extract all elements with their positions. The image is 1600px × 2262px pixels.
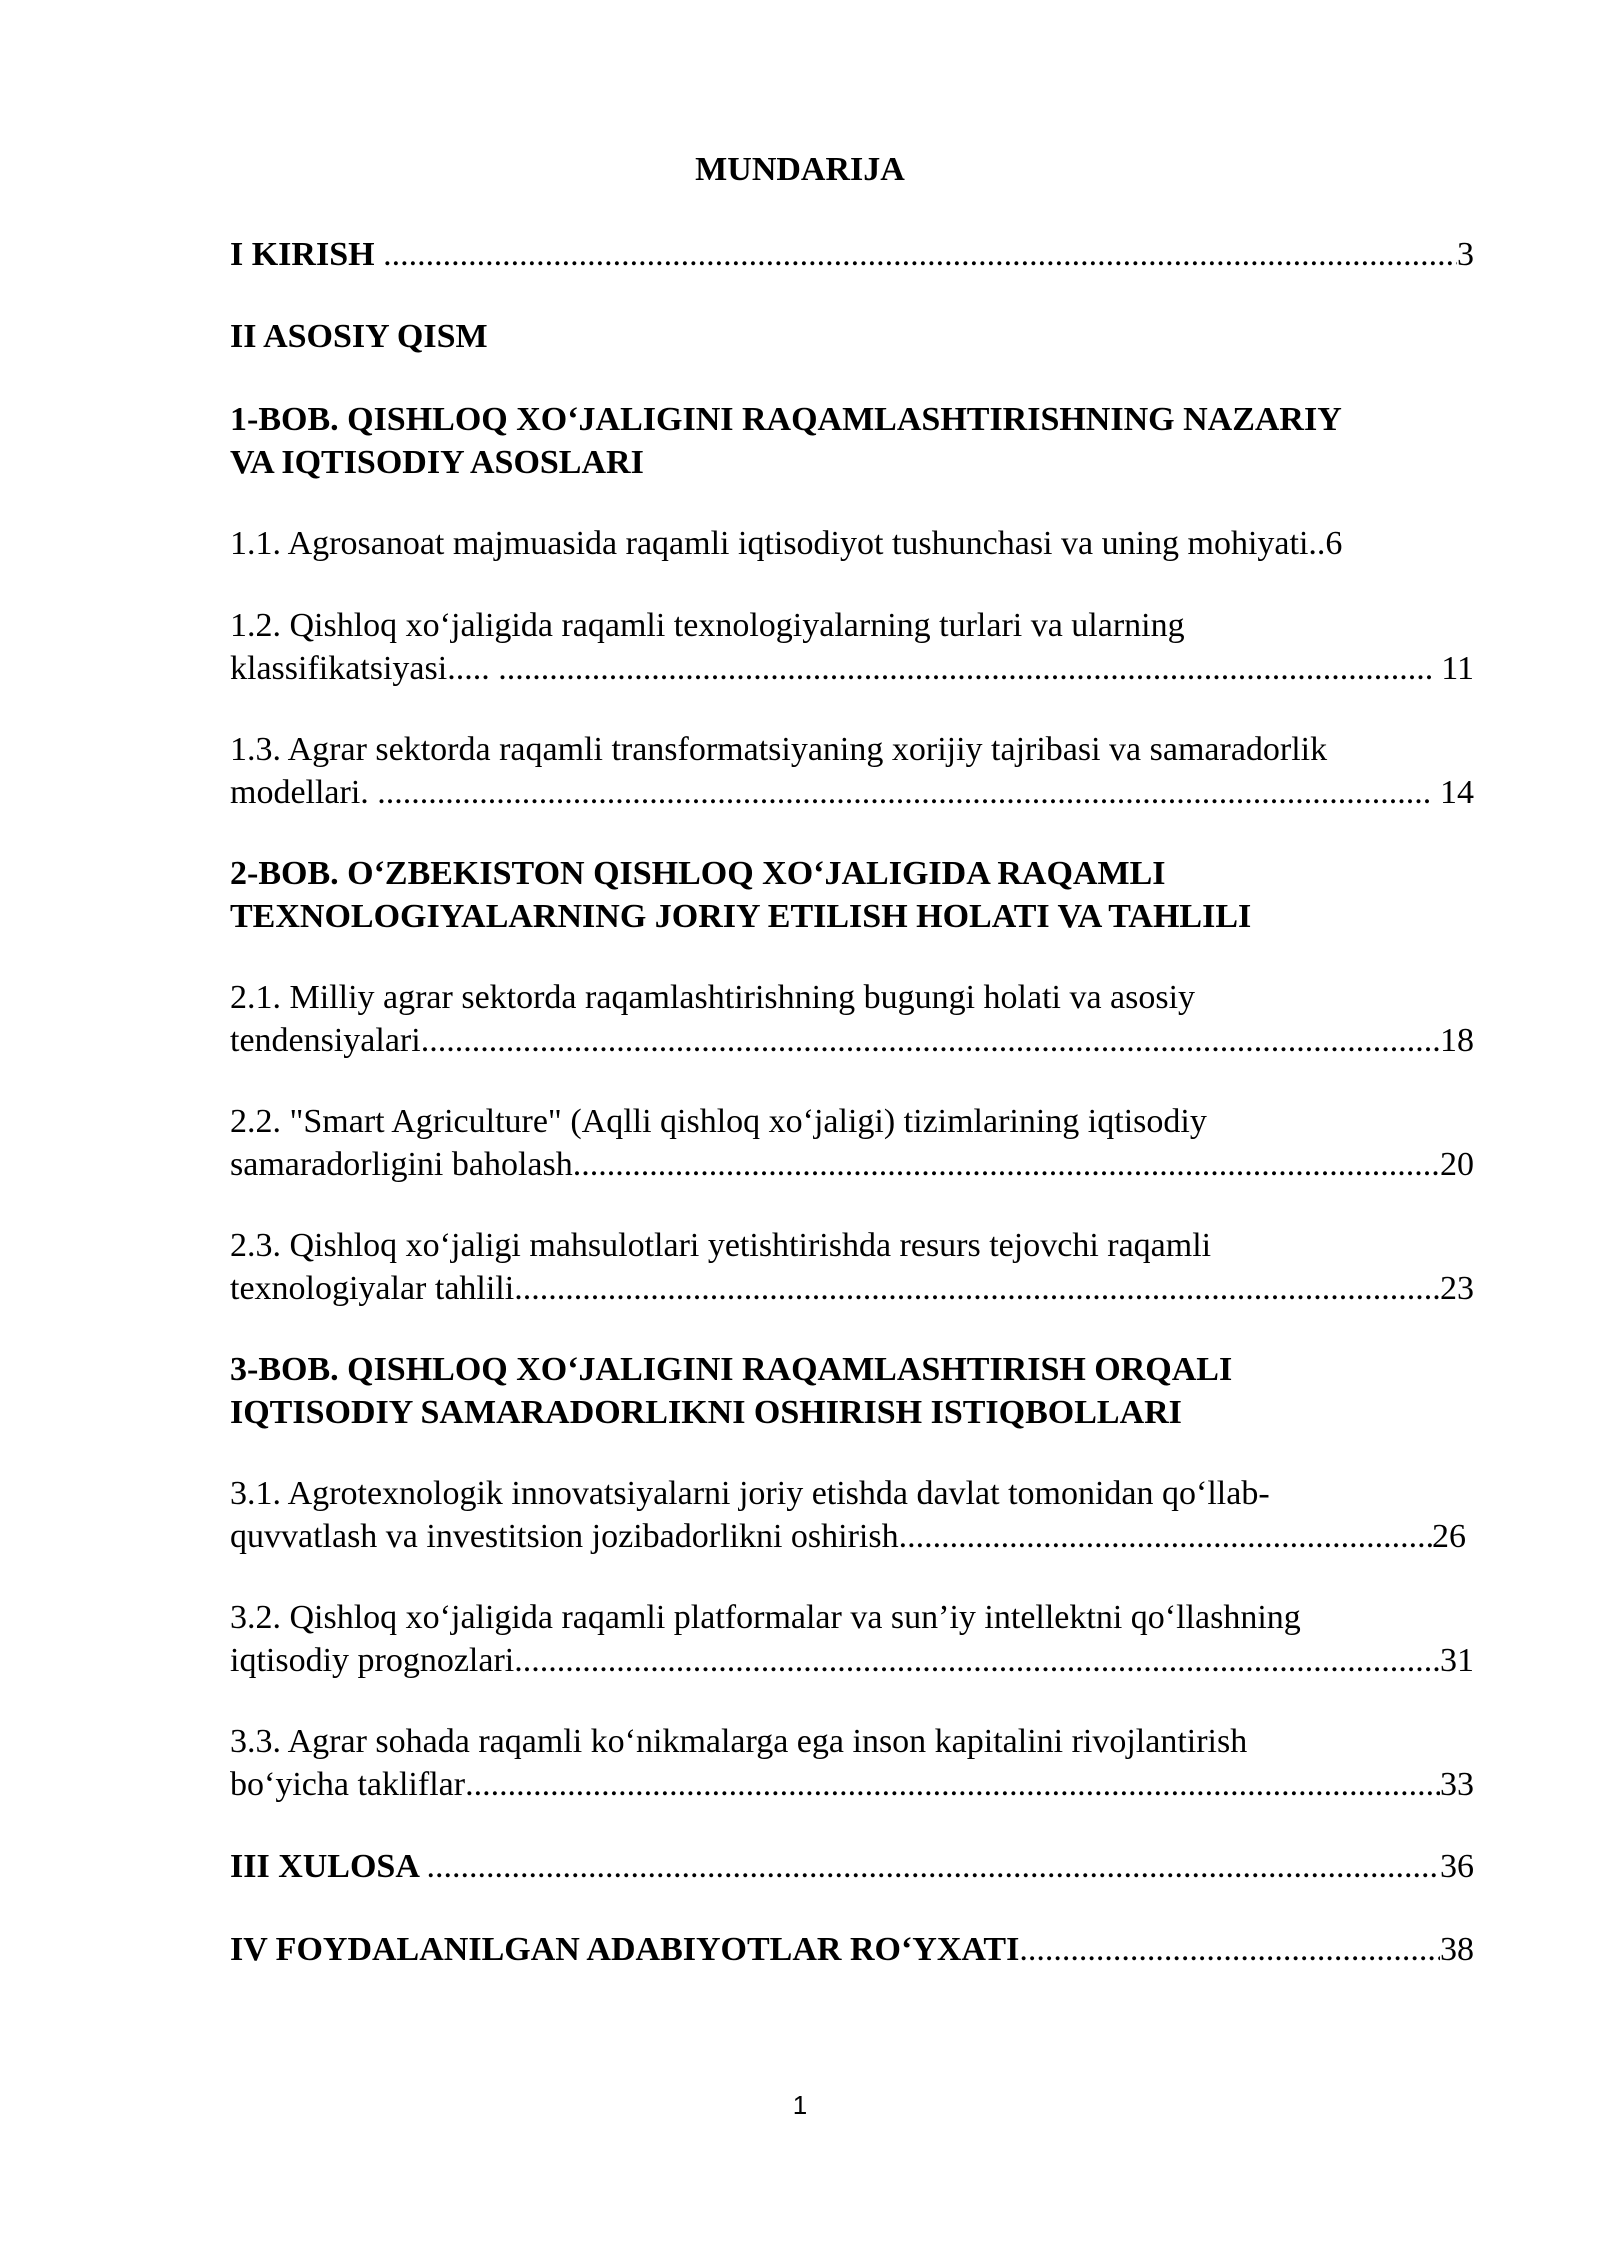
dot-leader	[573, 1143, 1440, 1186]
entry-label: iqtisodiy prognozlari	[230, 1642, 515, 1679]
entry-page-number: 26	[1432, 1518, 1466, 1555]
entry-label: 3.1. Agrotexnologik innovatsiyalarni joriy etishda davlat tomonidan qo‘llab-	[230, 1475, 1270, 1512]
entry-page-number: 18	[1440, 1022, 1474, 1059]
entry-page-number: 38	[1440, 1931, 1474, 1968]
entry-label: klassifikatsiyasi.....	[230, 650, 499, 687]
page-number: 1	[792, 2090, 808, 2120]
dot-leader	[514, 1267, 1440, 1310]
entry-label: I KIRISH	[230, 236, 384, 273]
dot-leader	[514, 1639, 1440, 1682]
dot-leader	[427, 1845, 1440, 1888]
entry-label: IV FOYDALANILGAN ADABIYOTLAR RO‘YXATI	[230, 1931, 1020, 1968]
chapter-heading-line: TEXNOLOGIYALARNING JORIY ETILISH HOLATI VA TAHLILI	[230, 898, 1252, 935]
chapter-heading-line: 3-BOB. QISHLOQ XO‘JALIGINI RAQAMLASHTIRISH ORQALI	[230, 1351, 1233, 1388]
chapter-heading-line: 1-BOB. QISHLOQ XO‘JALIGINI RAQAMLASHTIRISHNING NAZARIY	[230, 401, 1342, 438]
entry-label: 1.1. Agrosanoat majmuasida raqamli iqtisodiyot tushunchasi va uning mohiyati..6	[230, 525, 1343, 562]
entry-page-number: 3	[1457, 236, 1474, 273]
toc-entry-kirish[interactable]	[230, 233, 1474, 276]
dot-leader	[383, 233, 1457, 276]
toc-entry-3-3[interactable]	[230, 1720, 1474, 1806]
entry-label: bo‘yicha takliflar	[230, 1766, 466, 1803]
entry-label: texnologiyalar tahlili	[230, 1270, 515, 1307]
toc-title: MUNDARIJA	[695, 151, 905, 188]
entry-page-number: 11	[1432, 650, 1474, 687]
toc-entry-3-1[interactable]	[230, 1472, 1474, 1558]
entry-page-number: 36	[1440, 1848, 1474, 1885]
entry-label: 3.3. Agrar sohada raqamli ko‘nikmalarga ega inson kapitalini rivojlantirish	[230, 1723, 1248, 1760]
entry-label: 2.2. "Smart Agriculture" (Aqlli qishloq xo‘jaligi) tizimlarining iqtisodiy	[230, 1103, 1207, 1140]
entry-label: samaradorligini baholash	[230, 1146, 573, 1183]
toc-entry-xulosa[interactable]	[230, 1845, 1474, 1888]
toc-entry-1-2[interactable]	[230, 604, 1474, 690]
toc-entry-1-3[interactable]	[230, 728, 1474, 814]
dot-leader	[465, 1763, 1440, 1806]
chapter-heading-line: VA IQTISODIY ASOSLARI	[230, 444, 644, 481]
entry-page-number: 20	[1440, 1146, 1474, 1183]
section-heading: II ASOSIY QISM	[230, 318, 488, 355]
entry-label: 1.2. Qishloq xo‘jaligida raqamli texnologiyalarning turlari va ularning	[230, 607, 1185, 644]
toc-entry-3-2[interactable]	[230, 1596, 1474, 1682]
toc-chapter-1[interactable]	[230, 398, 1474, 484]
entry-label: 2.3. Qishloq xo‘jaligi mahsulotlari yetishtirishda resurs tejovchi raqamli	[230, 1227, 1212, 1264]
toc-entry-adabiyotlar[interactable]	[230, 1928, 1474, 1971]
entry-page-number: 31	[1440, 1642, 1474, 1679]
toc-entry-1-1[interactable]	[230, 522, 1474, 565]
dot-leader	[498, 647, 1433, 690]
dot-leader	[421, 1019, 1440, 1062]
entry-label: tendensiyalari	[230, 1022, 421, 1059]
entry-label: 1.3. Agrar sektorda raqamli transformatsiyaning xorijiy tajribasi va samaradorlik	[230, 731, 1328, 768]
entry-page-number: 14	[1431, 774, 1474, 811]
toc-entry-2-3[interactable]	[230, 1224, 1474, 1310]
toc-entry-asosiy-qism	[230, 315, 1474, 358]
chapter-heading-line: IQTISODIY SAMARADORLIKNI OSHIRISH ISTIQBOLLARI	[230, 1394, 1182, 1431]
dot-leader	[899, 1515, 1432, 1558]
entry-label: III XULOSA	[230, 1848, 427, 1885]
toc-chapter-3[interactable]	[230, 1348, 1474, 1434]
toc-chapter-2[interactable]	[230, 852, 1474, 938]
toc-entry-2-1[interactable]	[230, 976, 1474, 1062]
dot-leader	[377, 771, 1431, 814]
entry-label: modellari.	[230, 774, 378, 811]
toc-entry-2-2[interactable]	[230, 1100, 1474, 1186]
entry-label: 3.2. Qishloq xo‘jaligida raqamli platformalar va sun’iy intellektni qo‘llashning	[230, 1599, 1301, 1636]
dot-leader	[1019, 1928, 1440, 1971]
entry-label: quvvatlash va investitsion jozibadorlikni oshirish	[230, 1518, 899, 1555]
chapter-heading-line: 2-BOB. O‘ZBEKISTON QISHLOQ XO‘JALIGIDA RAQAMLI	[230, 855, 1166, 892]
entry-page-number: 33	[1440, 1766, 1474, 1803]
entry-label: 2.1. Milliy agrar sektorda raqamlashtirishning bugungi holati va asosiy	[230, 979, 1196, 1016]
entry-page-number: 23	[1440, 1270, 1474, 1307]
